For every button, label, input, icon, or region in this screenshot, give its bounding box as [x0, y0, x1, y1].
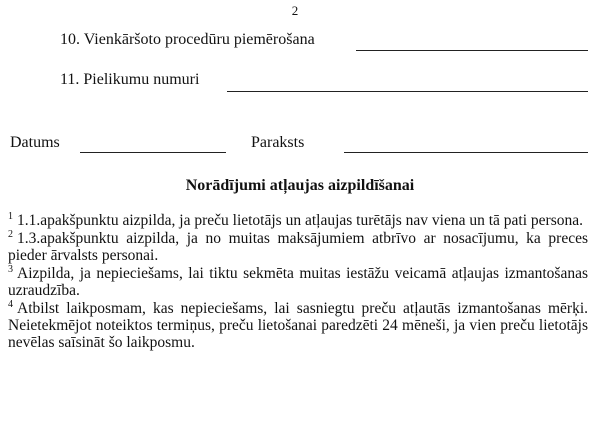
footnote-text: Atbilst laikposmam, kas nepieciešams, lai sasniegtu preču atļautās izmantošanas mērķi. Neietekmējot noteiktos termiņus, preču lietošanai paredzēti 24 mēneši, ja vien preču lietotājs nevēlas saīsināt šo laikposmu.	[8, 300, 588, 351]
footnote-text: 1.1.apakšpunktu aizpilda, ja preču lietotājs un atļaujas turētājs nav viena un tā pati persona.	[17, 212, 583, 229]
field-10-blank-line[interactable]	[356, 50, 588, 51]
footnote-text: Aizpilda, ja nepieciešams, lai tiktu sekmēta muitas iestāžu veicamā atļaujas izmantošanas uzraudzība.	[8, 265, 588, 299]
field-11-blank-line[interactable]	[227, 91, 588, 92]
instructions-notes	[8, 212, 588, 352]
page-number: 2	[291, 3, 299, 18]
footnote-marker: 2	[8, 229, 13, 240]
field-10-label: 10. Vienkāršoto procedūru piemērošana	[60, 31, 315, 48]
footnote	[8, 300, 588, 351]
footnote	[8, 212, 588, 229]
footnote-text: 1.3.apakšpunktu aizpilda, ja no muitas maksājumiem atbrīvo ar nosacījumu, ka preces pieder ārvalsts personai.	[8, 230, 588, 264]
date-label: Datums	[10, 134, 60, 151]
date-blank-line[interactable]	[80, 152, 226, 153]
field-11-label: 11. Pielikumu numuri	[60, 71, 200, 88]
footnote	[8, 265, 588, 299]
footnote-marker: 4	[8, 299, 13, 310]
signature-blank-line[interactable]	[344, 152, 588, 153]
footnote-marker: 3	[8, 264, 13, 275]
signature-label: Paraksts	[251, 134, 305, 151]
footnote	[8, 230, 588, 264]
instructions-title: Norādījumi atļaujas aizpildīšanai	[185, 177, 415, 194]
footnote-marker: 1	[8, 211, 13, 222]
